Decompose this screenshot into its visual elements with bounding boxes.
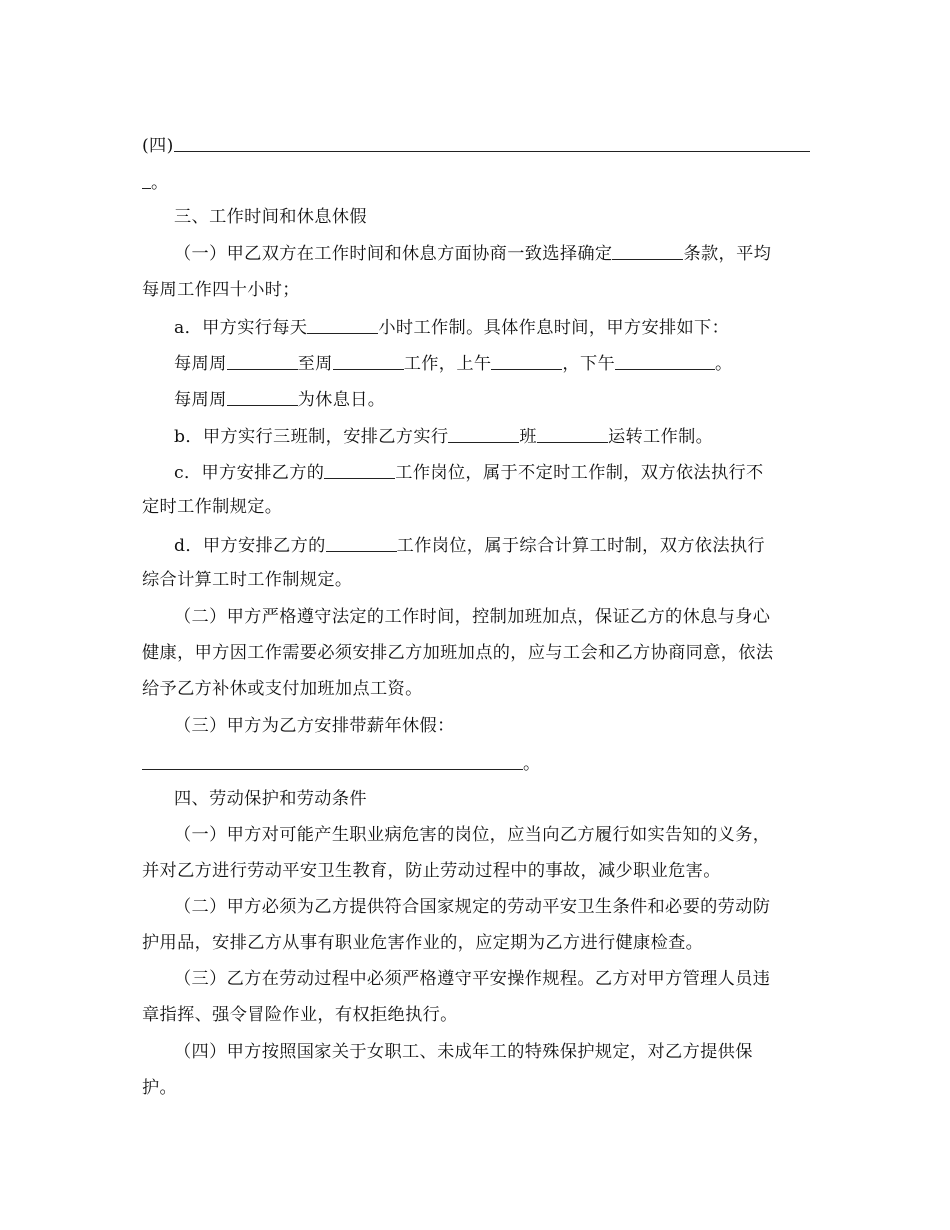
- blank-field: [227, 389, 298, 406]
- paragraph-line: 定时工作制规定。: [142, 497, 283, 517]
- paragraph-line: 护。: [142, 1078, 178, 1098]
- clause-4-line: [142, 135, 810, 156]
- paragraph-line: 每周周 至周 工作，上午 ，下午 。: [174, 354, 733, 374]
- blank-field: [615, 353, 715, 370]
- blank-field: [448, 426, 519, 443]
- paragraph-line: a．甲方实行每天 小时工作制。具体作息时间，甲方安排如下：: [174, 318, 730, 338]
- clause-4-line-end: 。: [142, 172, 169, 193]
- paragraph-line: 综合计算工时工作制规定。: [142, 570, 353, 590]
- paragraph-line: 护用品，安排乙方从事有职业危害作业的，应定期为乙方进行健康检查。: [142, 933, 704, 953]
- blank-field: [326, 535, 397, 552]
- section-4-heading: 四、劳动保护和劳动条件: [174, 789, 367, 809]
- blank-field: [491, 353, 562, 370]
- paragraph-line: 健康，甲方因工作需要必须安排乙方加班加点的，应与工会和乙方协商同意，依法: [142, 643, 774, 663]
- paragraph-line: 章指挥、强令冒险作业，有权拒绝执行。: [142, 1005, 458, 1025]
- paragraph-line: （二）甲方严格遵守法定的工作时间，控制加班加点，保证乙方的休息与身心: [174, 607, 771, 627]
- section-3-heading: 三、工作时间和休息休假: [174, 207, 367, 227]
- paragraph-line: c．甲方安排乙方的 工作岗位，属于不定时工作制，双方依法执行不: [174, 463, 764, 483]
- paragraph-line: b．甲方实行三班制，安排乙方实行 班 运转工作制。: [174, 427, 714, 447]
- blank-field: [307, 317, 378, 334]
- blank-field: [174, 135, 810, 152]
- paragraph-line: 每周周 为休息日。: [174, 390, 386, 410]
- paragraph-line: 每周工作四十小时；: [142, 280, 300, 300]
- paragraph-line: （一）甲乙双方在工作时间和休息方面协商一致选择确定 条款，平均: [174, 244, 772, 264]
- paragraph-line: （二）甲方必须为乙方提供符合国家规定的劳动平安卫生条件和必要的劳动防: [174, 897, 771, 917]
- blank-field: [612, 243, 683, 260]
- blank-field: [537, 426, 608, 443]
- clause-number: (四): [142, 136, 174, 156]
- paragraph-line: （三）乙方在劳动过程中必须严格遵守平安操作规程。乙方对甲方管理人员违: [174, 969, 771, 989]
- blank-field: [142, 753, 523, 770]
- paragraph-line: 。: [142, 753, 541, 774]
- paragraph-line: （一）甲方对可能产生职业病危害的岗位，应当向乙方履行如实告知的义务，: [174, 825, 771, 845]
- blank-field: [227, 353, 298, 370]
- paragraph-line: 并对乙方进行劳动平安卫生教育，防止劳动过程中的事故，减少职业危害。: [142, 861, 721, 881]
- paragraph-line: d．甲方安排乙方的 工作岗位，属于综合计算工时制，双方依法执行: [174, 536, 765, 556]
- blank-field: [324, 462, 395, 479]
- paragraph-line: （四）甲方按照国家关于女职工、未成年工的特殊保护规定，对乙方提供保: [174, 1042, 753, 1062]
- paragraph-line: 给予乙方补休或支付加班加点工资。: [142, 679, 423, 699]
- paragraph-line: （三）甲方为乙方安排带薪年休假：: [174, 716, 455, 736]
- blank-field: [142, 172, 151, 189]
- blank-field: [333, 353, 404, 370]
